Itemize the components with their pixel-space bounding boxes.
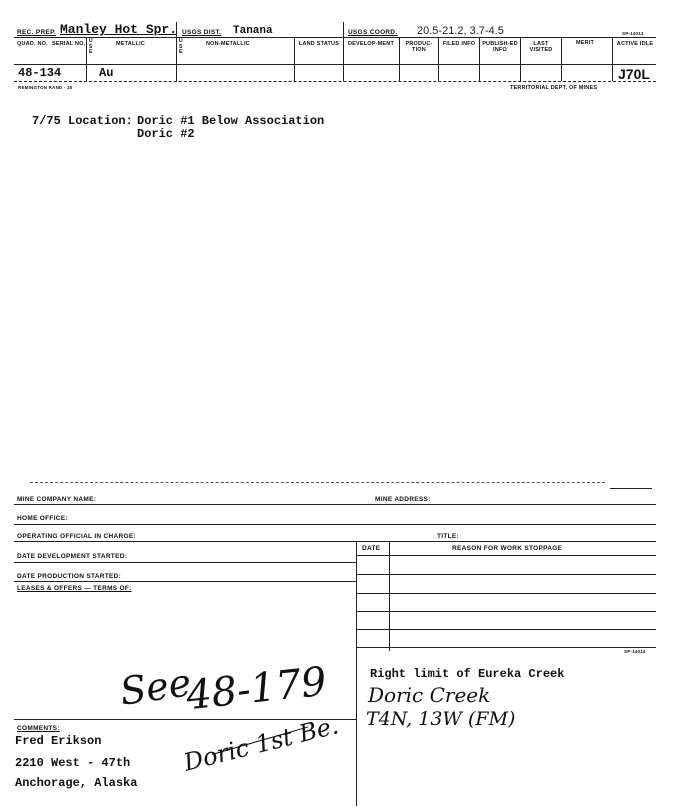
col-production: PRODUC-TION	[405, 41, 433, 53]
col-filed-info: FILED INFO	[442, 41, 476, 47]
location-line-1: Doric #1 Below Association	[137, 114, 325, 128]
right-limit-note: Right limit of Eureka Creek	[370, 667, 565, 681]
form-rule	[14, 562, 356, 563]
header-rule-bottom	[14, 81, 656, 82]
col-active-idle: ACTIVE IDLE	[616, 41, 654, 47]
usgs-dist-value: Tanana	[233, 25, 273, 37]
leases-label: LEASES & OFFERS — TERMS OF:	[17, 585, 132, 592]
address-line-1: Fred Erikson	[15, 734, 102, 748]
col-land-status: LAND STATUS	[298, 41, 340, 47]
date-production-label: DATE PRODUCTION STARTED:	[17, 573, 122, 580]
col-merit: MERIT	[576, 40, 595, 46]
title-label: TITLE:	[437, 533, 460, 540]
form-rule	[14, 581, 356, 582]
location-label: Location:	[68, 114, 133, 128]
col-last-visited: LAST VISITED	[529, 41, 553, 53]
handwritten-creek: Doric Creek	[368, 683, 491, 707]
col-divider	[343, 22, 344, 81]
col-divider	[176, 22, 177, 81]
stoppage-date-header: DATE	[362, 545, 381, 552]
handwritten-see: See	[117, 660, 194, 714]
metallic-value: Au	[99, 66, 114, 80]
col-non-metallic: NON-METALLIC	[206, 41, 250, 47]
comments-label: COMMENTS:	[17, 725, 60, 732]
note-date: 7/75	[32, 114, 61, 128]
stoppage-rule	[356, 647, 656, 648]
usgs-dist-label: USGS DIST.	[182, 29, 222, 36]
quad-serial-value: 48-134	[18, 66, 62, 80]
handwritten-doric: Doric 1st Be.	[180, 711, 342, 777]
col-divider	[479, 37, 480, 81]
col-divider	[612, 37, 613, 81]
address-line-3: Anchorage, Alaska	[15, 776, 138, 790]
stoppage-rule	[356, 629, 656, 630]
mine-company-name-label: MINE COMPANY NAME:	[17, 496, 97, 503]
col-divider	[86, 37, 87, 81]
handwritten-reference: 48-179	[183, 658, 329, 720]
col-serial-no: SERIAL NO.	[52, 41, 86, 47]
printer-credit: REMINGTON RAND - 20	[18, 85, 73, 90]
operating-official-label: OPERATING OFFICIAL IN CHARGE:	[17, 533, 136, 540]
department-name: TERRITORIAL DEPT. OF MINES	[510, 85, 598, 91]
tear-line	[30, 482, 605, 483]
location-line-2: Doric #2	[137, 127, 195, 141]
date-development-label: DATE DEVELOPMENT STARTED:	[17, 553, 128, 560]
tear-mark	[610, 488, 652, 489]
stoppage-rule	[356, 555, 656, 556]
col-quad-no: QUAD. NO.	[17, 41, 48, 47]
home-office-label: HOME OFFICE:	[17, 515, 68, 522]
col-divider	[399, 37, 400, 81]
col-divider	[438, 37, 439, 81]
col-development: DEVELOP-MENT	[347, 41, 395, 47]
comments-divider	[356, 651, 357, 806]
mine-address-label: MINE ADDRESS:	[375, 496, 431, 503]
stoppage-rule	[356, 574, 656, 575]
stoppage-rule	[356, 611, 656, 612]
handwritten-township: T4N, 13W (FM)	[366, 708, 516, 730]
form-rule	[14, 524, 656, 525]
stoppage-border	[356, 541, 357, 651]
col-divider	[520, 37, 521, 81]
col-divider	[294, 37, 295, 81]
col-published-info: PUBLISH-ED INFO	[482, 41, 518, 53]
stoppage-divider	[389, 541, 390, 651]
usgs-coord-value: 20.5-21.2, 3.7-4.5	[417, 25, 504, 37]
col-use-b: U S E	[179, 38, 183, 55]
rec-prep-label: REC. PREP.	[17, 29, 57, 36]
form-rule	[14, 504, 656, 505]
rec-prep-value: Manley Hot Spr.	[60, 22, 178, 37]
address-line-2: 2210 West - 47th	[15, 756, 131, 770]
active-idle-value: J70L	[618, 66, 650, 82]
form-number-top: SP-14013	[622, 31, 644, 36]
col-metallic: METALLIC	[116, 41, 145, 47]
form-number-bottom: SP-14014	[624, 649, 646, 654]
header-rule-top	[14, 37, 656, 38]
col-divider	[561, 37, 562, 81]
stoppage-reason-header: REASON FOR WORK STOPPAGE	[452, 545, 563, 552]
stoppage-rule	[356, 593, 656, 594]
header-rule-middle	[14, 64, 656, 65]
form-rule	[14, 541, 656, 542]
col-use-a: U S E	[89, 38, 93, 55]
usgs-coord-label: USGS COORD.	[348, 29, 398, 36]
